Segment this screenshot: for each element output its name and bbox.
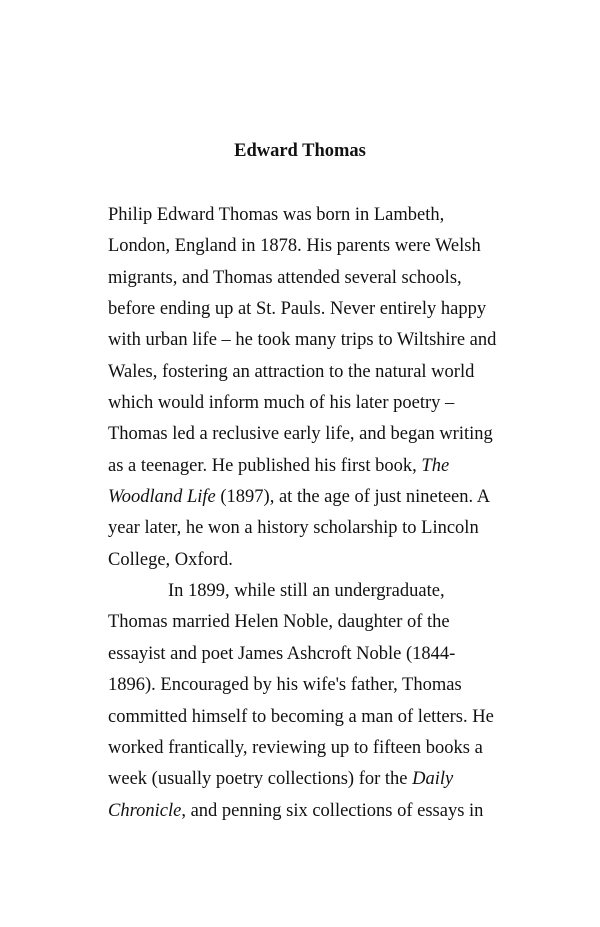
text-line: 1896). Encouraged by his wife's father, Thomas [108, 675, 462, 696]
text-line: committed himself to becoming a man of letters. He [108, 706, 494, 727]
text-line: week (usually poetry collections) for the Daily [108, 769, 454, 790]
text-line: with urban life – he took many trips to Wiltshire and [108, 330, 497, 351]
text-line: before ending up at St. Pauls. Never entirely happy [108, 299, 487, 320]
text-line: essayist and poet James Ashcroft Noble (1844- [108, 643, 456, 664]
newspaper-title-italic: Chronicle [108, 800, 182, 821]
text-line: Thomas married Helen Noble, daughter of the [108, 612, 450, 633]
page-title: Edward Thomas [234, 141, 366, 161]
text-line: Chronicle, and penning six collections of essays in [108, 800, 484, 821]
body-text [108, 200, 508, 827]
text-line: Wales, fostering an attraction to the natural world [108, 361, 475, 382]
text-line: which would inform much of his later poetry – [108, 393, 455, 414]
text-line: as a teenager. He published his first book, The [108, 455, 450, 476]
paragraph-1 [108, 200, 508, 576]
text-line: worked frantically, reviewing up to fifteen books a [108, 737, 483, 758]
text-line: In 1899, while still an undergraduate, [168, 581, 445, 602]
book-title-italic: The [421, 455, 450, 476]
book-title-italic: Woodland Life [108, 487, 216, 508]
text-line: Philip Edward Thomas was born in Lambeth, [108, 205, 445, 225]
text-line: migrants, and Thomas attended several schools, [108, 267, 462, 288]
text-line: Thomas led a reclusive early life, and began writing [108, 424, 493, 445]
text-line: London, England in 1878. His parents were Welsh [108, 236, 481, 257]
paragraph-2 [108, 576, 508, 827]
newspaper-title-italic: Daily [412, 769, 454, 790]
text-line: year later, he won a history scholarship to Lincoln [108, 518, 479, 539]
text-line: College, Oxford. [108, 549, 233, 570]
text-line: Woodland Life (1897), at the age of just nineteen. A [108, 487, 491, 508]
